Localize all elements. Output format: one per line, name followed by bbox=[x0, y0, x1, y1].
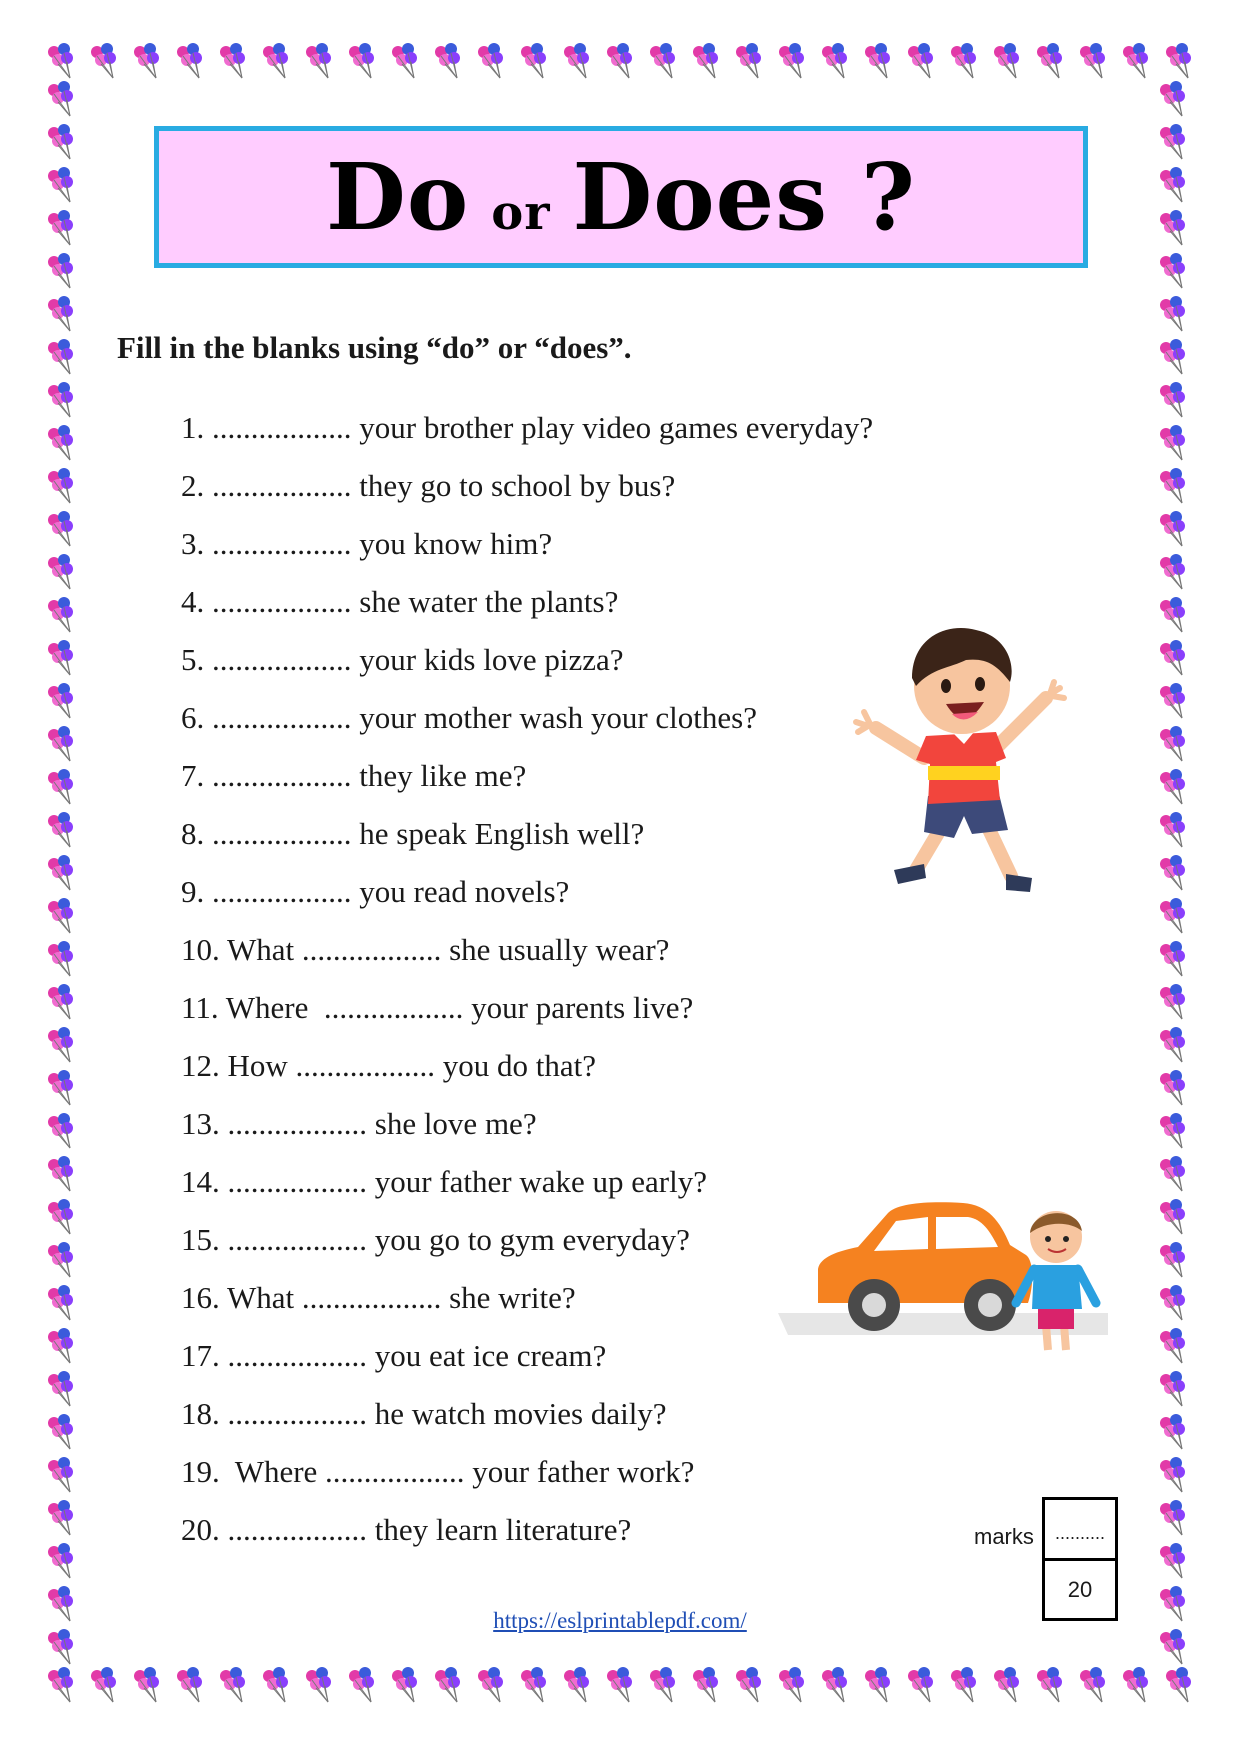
balloon-icon bbox=[994, 1667, 1019, 1702]
question-item: 19. Where .................. your father work? bbox=[181, 1454, 695, 1489]
balloon-icon bbox=[1160, 597, 1185, 632]
balloon-icon bbox=[48, 1328, 73, 1363]
page-title bbox=[326, 143, 916, 251]
balloon-icon bbox=[48, 81, 73, 116]
balloon-icon bbox=[1160, 683, 1185, 718]
balloon-icon bbox=[48, 167, 73, 202]
balloon-icon bbox=[48, 1414, 73, 1449]
balloon-icon bbox=[994, 43, 1019, 78]
question-item: 4. .................. she water the plants? bbox=[181, 584, 619, 619]
question-item: 6. .................. your mother wash your clothes? bbox=[181, 700, 757, 735]
cheering-boy-illustration bbox=[846, 608, 1076, 908]
balloon-icon bbox=[48, 1629, 73, 1664]
balloon-icon bbox=[48, 1242, 73, 1277]
balloon-icon bbox=[736, 43, 761, 78]
question-item: 15. .................. you go to gym everyday? bbox=[181, 1222, 690, 1257]
balloon-icon bbox=[1037, 1667, 1062, 1702]
balloon-icon bbox=[1160, 1543, 1185, 1578]
balloon-icon bbox=[1160, 425, 1185, 460]
balloon-icon bbox=[1160, 812, 1185, 847]
balloon-icon bbox=[48, 1113, 73, 1148]
balloon-icon bbox=[48, 210, 73, 245]
balloon-icon bbox=[1123, 43, 1148, 78]
balloon-icon bbox=[650, 1667, 675, 1702]
balloon-icon bbox=[908, 1667, 933, 1702]
question-item: 11. Where .................. your parents live? bbox=[181, 990, 694, 1025]
balloon-icon bbox=[349, 1667, 374, 1702]
balloon-icon bbox=[263, 43, 288, 78]
balloon-icon bbox=[48, 1070, 73, 1105]
balloon-icon bbox=[48, 1457, 73, 1492]
balloon-icon bbox=[1160, 769, 1185, 804]
balloon-icon bbox=[48, 726, 73, 761]
question-item: 9. .................. you read novels? bbox=[181, 874, 570, 909]
balloon-border-top bbox=[40, 40, 1200, 90]
balloon-icon bbox=[1160, 124, 1185, 159]
balloon-icon bbox=[1160, 554, 1185, 589]
balloon-icon bbox=[1160, 468, 1185, 503]
question-item: 18. .................. he watch movies daily? bbox=[181, 1396, 667, 1431]
balloon-icon bbox=[521, 43, 546, 78]
balloon-icon bbox=[48, 898, 73, 933]
balloon-icon bbox=[1160, 511, 1185, 546]
balloon-icon bbox=[1160, 296, 1185, 331]
balloon-icon bbox=[435, 1667, 460, 1702]
balloon-icon bbox=[48, 812, 73, 847]
balloon-icon bbox=[220, 1667, 245, 1702]
balloon-icon bbox=[865, 43, 890, 78]
balloon-icon bbox=[1160, 81, 1185, 116]
balloon-border-left bbox=[40, 40, 90, 1714]
balloon-icon bbox=[779, 1667, 804, 1702]
balloon-icon bbox=[48, 1285, 73, 1320]
question-item: 14. .................. your father wake up early? bbox=[181, 1164, 707, 1199]
balloon-icon bbox=[134, 1667, 159, 1702]
balloon-icon bbox=[1160, 984, 1185, 1019]
balloon-icon bbox=[779, 43, 804, 78]
balloon-icon bbox=[564, 43, 589, 78]
balloon-icon bbox=[1160, 1629, 1185, 1664]
balloon-icon bbox=[48, 941, 73, 976]
balloon-icon bbox=[478, 1667, 503, 1702]
balloon-icon bbox=[306, 1667, 331, 1702]
marks-label: marks bbox=[974, 1524, 1034, 1549]
balloon-icon bbox=[48, 1199, 73, 1234]
boy-with-car-illustration bbox=[778, 1185, 1118, 1355]
balloon-icon bbox=[392, 1667, 417, 1702]
balloon-icon bbox=[435, 43, 460, 78]
question-item: 7. .................. they like me? bbox=[181, 758, 527, 793]
balloon-icon bbox=[48, 855, 73, 890]
balloon-icon bbox=[1080, 43, 1105, 78]
balloon-icon bbox=[1123, 1667, 1148, 1702]
question-item: 2. .................. they go to school by bus? bbox=[181, 468, 676, 503]
balloon-icon bbox=[951, 43, 976, 78]
balloon-icon bbox=[48, 339, 73, 374]
balloon-icon bbox=[1080, 1667, 1105, 1702]
balloon-icon bbox=[1160, 1285, 1185, 1320]
balloon-icon bbox=[220, 43, 245, 78]
question-item: 1. .................. your brother play video games everyday? bbox=[181, 410, 874, 445]
balloon-icon bbox=[1160, 1457, 1185, 1492]
balloon-icon bbox=[1037, 43, 1062, 78]
balloon-icon bbox=[48, 296, 73, 331]
marks-total: 20 bbox=[1067, 1577, 1093, 1602]
balloon-icon bbox=[1160, 941, 1185, 976]
balloon-icon bbox=[1160, 210, 1185, 245]
balloon-icon bbox=[1160, 167, 1185, 202]
instruction-text: Fill in the blanks using “do” or “does”. bbox=[117, 330, 632, 365]
question-item: 10. What .................. she usually wear? bbox=[181, 932, 670, 967]
balloon-icon bbox=[134, 43, 159, 78]
balloon-icon bbox=[91, 43, 116, 78]
balloon-icon bbox=[693, 1667, 718, 1702]
marks-box bbox=[1042, 1497, 1118, 1621]
balloon-icon bbox=[1160, 253, 1185, 288]
balloon-icon bbox=[263, 1667, 288, 1702]
balloon-icon bbox=[1160, 1070, 1185, 1105]
balloon-icon bbox=[1160, 898, 1185, 933]
question-item: 20. .................. they learn literature? bbox=[181, 1512, 632, 1547]
balloon-icon bbox=[48, 1027, 73, 1062]
balloon-icon bbox=[349, 43, 374, 78]
balloon-icon bbox=[1160, 1371, 1185, 1406]
balloon-icon bbox=[951, 1667, 976, 1702]
title-do: Do bbox=[326, 143, 470, 251]
question-list bbox=[181, 406, 873, 1566]
balloon-icon bbox=[48, 1156, 73, 1191]
balloon-border-right bbox=[1150, 40, 1200, 1714]
balloon-icon bbox=[1160, 855, 1185, 890]
balloon-icon bbox=[177, 43, 202, 78]
question-item: 5. .................. your kids love pizza? bbox=[181, 642, 624, 677]
balloon-icon bbox=[1160, 382, 1185, 417]
balloon-icon bbox=[48, 984, 73, 1019]
balloon-icon bbox=[48, 382, 73, 417]
question-item: 8. .................. he speak English well? bbox=[181, 816, 645, 851]
balloon-icon bbox=[48, 1500, 73, 1535]
balloon-icon bbox=[822, 1667, 847, 1702]
balloon-icon bbox=[1160, 1328, 1185, 1363]
balloon-border-bottom bbox=[40, 1664, 1200, 1714]
balloon-icon bbox=[48, 554, 73, 589]
balloon-icon bbox=[865, 1667, 890, 1702]
balloon-icon bbox=[607, 1667, 632, 1702]
balloon-icon bbox=[693, 43, 718, 78]
question-item: 13. .................. she love me? bbox=[181, 1106, 537, 1141]
balloon-icon bbox=[736, 1667, 761, 1702]
balloon-icon bbox=[1160, 1500, 1185, 1535]
marks-score-blank: .......... bbox=[1045, 1500, 1115, 1561]
balloon-icon bbox=[908, 43, 933, 78]
footer-link[interactable]: https://eslprintablepdf.com/ bbox=[493, 1608, 747, 1633]
balloon-icon bbox=[1160, 1113, 1185, 1148]
title-does: Does ? bbox=[572, 143, 916, 251]
balloon-icon bbox=[650, 43, 675, 78]
balloon-icon bbox=[1160, 640, 1185, 675]
balloon-icon bbox=[48, 253, 73, 288]
balloon-icon bbox=[392, 43, 417, 78]
balloon-icon bbox=[48, 1371, 73, 1406]
balloon-icon bbox=[1160, 339, 1185, 374]
balloon-icon bbox=[48, 597, 73, 632]
balloon-icon bbox=[1160, 1027, 1185, 1062]
question-item: 17. .................. you eat ice cream? bbox=[181, 1338, 607, 1373]
balloon-icon bbox=[1160, 726, 1185, 761]
title-banner bbox=[154, 126, 1088, 268]
balloon-icon bbox=[48, 683, 73, 718]
balloon-icon bbox=[48, 769, 73, 804]
balloon-icon bbox=[1160, 1414, 1185, 1449]
question-item: 16. What .................. she write? bbox=[181, 1280, 576, 1315]
question-item: 12. How .................. you do that? bbox=[181, 1048, 597, 1083]
question-item: 3. .................. you know him? bbox=[181, 526, 553, 561]
balloon-icon bbox=[48, 425, 73, 460]
balloon-icon bbox=[177, 1667, 202, 1702]
balloon-icon bbox=[564, 1667, 589, 1702]
balloon-icon bbox=[1160, 1242, 1185, 1277]
balloon-icon bbox=[48, 124, 73, 159]
balloon-icon bbox=[48, 511, 73, 546]
balloon-icon bbox=[478, 43, 503, 78]
balloon-icon bbox=[48, 1543, 73, 1578]
balloon-icon bbox=[306, 43, 331, 78]
balloon-icon bbox=[1160, 1156, 1185, 1191]
balloon-icon bbox=[1160, 1199, 1185, 1234]
balloon-icon bbox=[91, 1667, 116, 1702]
balloon-icon bbox=[822, 43, 847, 78]
balloon-icon bbox=[521, 1667, 546, 1702]
balloon-icon bbox=[607, 43, 632, 78]
title-or: or bbox=[491, 185, 551, 241]
balloon-icon bbox=[48, 640, 73, 675]
balloon-icon bbox=[48, 468, 73, 503]
